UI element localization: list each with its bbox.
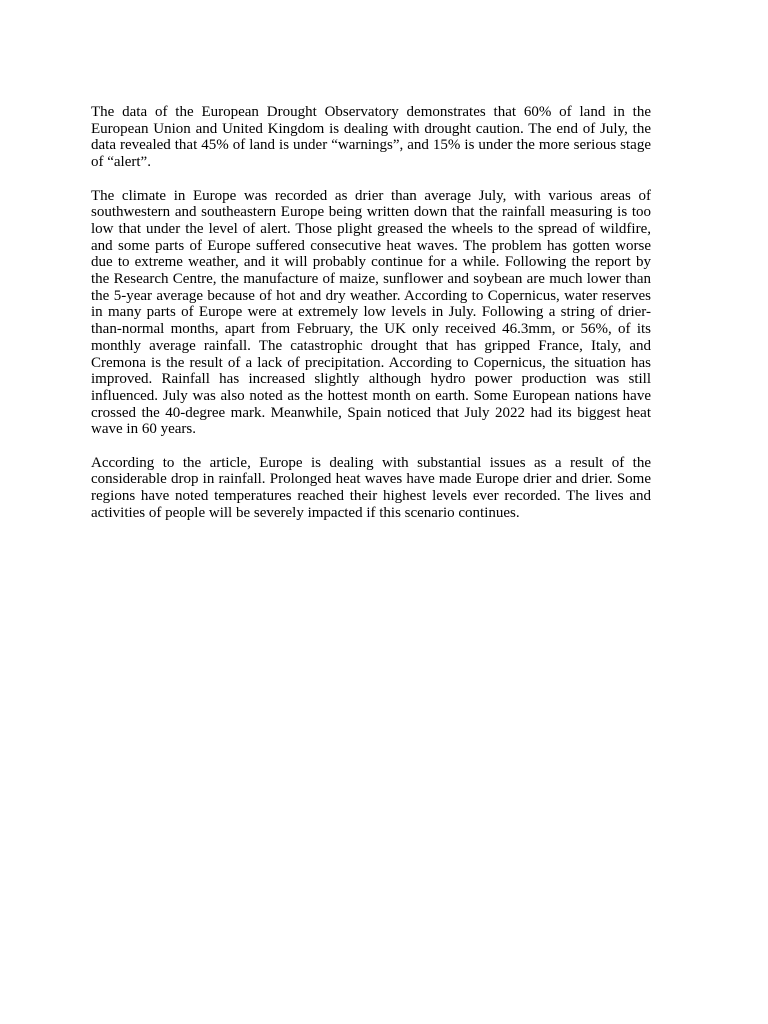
document-body — [91, 104, 651, 522]
paragraph-conclusion: According to the article, Europe is dealing with substantial issues as a result of the considerable drop in rainfall. Prolonged heat waves have made Europe drier and drier. Some regions have noted temperatures reached their highest levels ever recorded. The lives and activities of people will be severely impacted if this scenario continues. — [91, 454, 651, 521]
paragraph-drought-observatory: The data of the European Drought Observatory demonstrates that 60% of land in the European Union and United Kingdom is dealing with drought caution. The end of July, the data revealed that 45% of land is under “warnings”, and 15% is under the more serious stage of “alert”. — [91, 104, 651, 171]
paragraph-climate-europe: The climate in Europe was recorded as drier than average July, with various areas of southwestern and southeastern Europe being written down that the rainfall measuring is too low that under the level of alert. Those plight greased the wheels to the spread of wildfire, and some parts of Europe suffered consecutive heat waves. The problem has gotten worse due to extreme weather, and it will probably continue for a while. Following the report by the Research Centre, the manufacture of maize, sunflower and soybean are much lower than the 5-year average because of hot and dry weather. According to Copernicus, water reserves in many parts of Europe were at extremely low levels in July. Following a string of drier-than-normal months, apart from February, the UK only received 46.3mm, or 56%, of its monthly average rainfall. The catastrophic drought that has gripped France, Italy, and Cremona is the result of a lack of precipitation. According to Copernicus, the situation has improved. Rainfall has increased slightly although hydro power production was still influenced. July was also noted as the hottest month on earth. Some European nations have crossed the 40-degree mark. Meanwhile, Spain noticed that July 2022 had its biggest heat wave in 60 years. — [91, 187, 651, 438]
